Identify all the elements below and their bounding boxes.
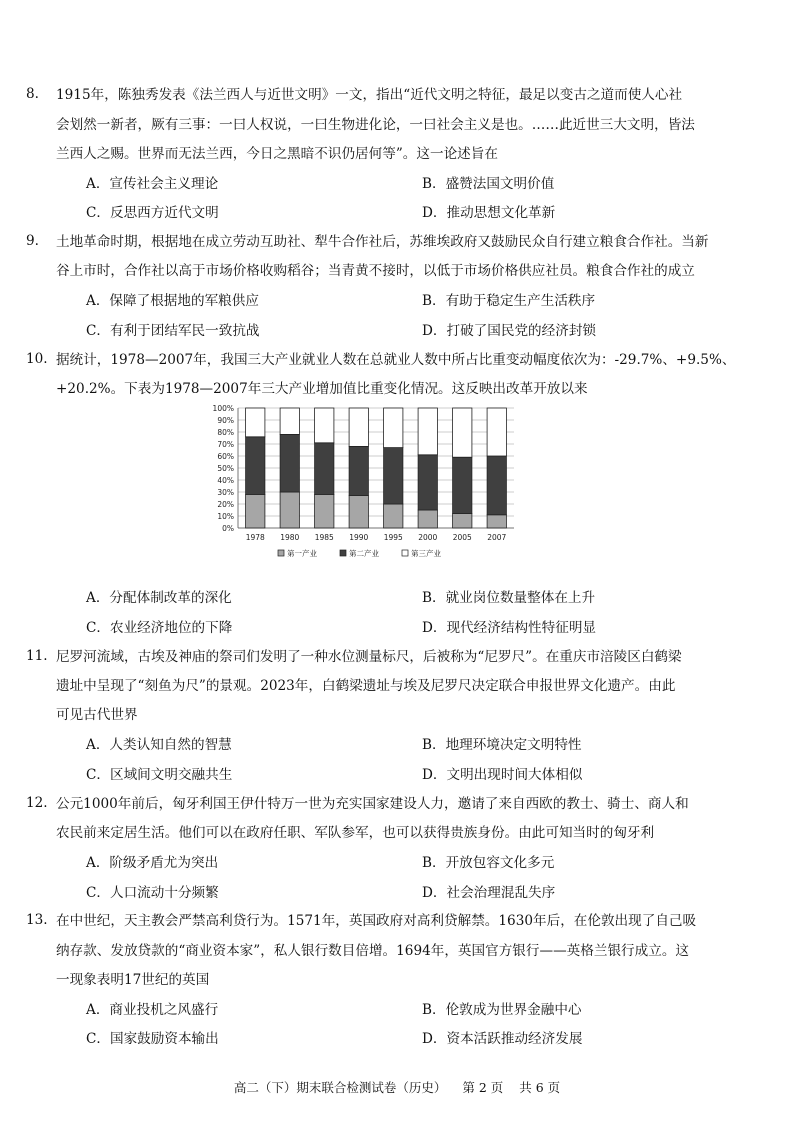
y-tick-label: 0%: [222, 524, 234, 533]
bar-segment: [315, 408, 334, 443]
question-text-line: 1915年，陈独秀发表《法兰西人与近世文明》一文，指出“近代文明之特征，最足以变古之道而使人心社: [56, 87, 683, 103]
x-tick-label: 2005: [452, 533, 472, 542]
option-b: B．伦敦成为世界金融中心: [422, 1002, 582, 1018]
option-d: D．资本活跃推动经济发展: [422, 1031, 583, 1047]
question-number: 12.: [26, 795, 48, 811]
footer-page: 第 2 页: [462, 1080, 504, 1095]
y-tick-label: 100%: [212, 404, 234, 413]
x-tick-label: 1978: [245, 533, 265, 542]
bar-segment: [453, 514, 472, 528]
question-text-line: 在中世纪，天主教会严禁高利贷行为。1571年，英国政府对高利贷解禁。1630年后，在伦敦出现了自己吸: [56, 913, 697, 929]
industry-share-chart: [200, 400, 530, 570]
question-text-line: +20.2%。下表为1978—2007年三大产业增加值比重变化情况。这反映出改革开放以来: [56, 381, 588, 397]
option-a: A．宣传社会主义理论: [86, 176, 219, 192]
bar-segment: [280, 492, 299, 528]
question-text-line: 可见古代世界: [56, 707, 138, 723]
question-text-line: 会划然一新者，厥有三事：一曰人权说，一曰生物进化论，一曰社会主义是也。……此近世三大文明，皆法: [56, 117, 695, 133]
y-tick-label: 20%: [217, 500, 234, 509]
legend-swatch: [402, 550, 408, 556]
footer-title: 高二（下）期末联合检测试卷（历史）: [233, 1080, 447, 1095]
x-tick-label: 2000: [418, 533, 438, 542]
legend-swatch: [340, 550, 346, 556]
legend-label: 第二产业: [349, 549, 379, 558]
x-tick-label: 1990: [349, 533, 369, 542]
x-tick-label: 1995: [383, 533, 403, 542]
page-footer: [0, 1078, 794, 1096]
option-a: A．保障了根据地的军粮供应: [86, 293, 259, 309]
option-d: D．现代经济结构性特征明显: [422, 620, 597, 636]
question-number: 13.: [26, 912, 48, 928]
bar-segment: [246, 494, 265, 528]
footer-total: 共 6 页: [519, 1080, 561, 1095]
bar-segment: [315, 443, 334, 495]
y-tick-label: 40%: [217, 476, 234, 485]
question-text-line: 谷上市时，合作社以高于市场价格收购稻谷；当青黄不接时，以低于市场价格供应社员。粮食合作社的成立: [56, 263, 695, 279]
option-d: D．打破了国民党的经济封锁: [422, 323, 597, 339]
bar-segment: [453, 408, 472, 457]
option-a: A．分配体制改革的深化: [86, 590, 232, 606]
option-d: D．文明出现时间大体相似: [422, 767, 583, 783]
bar-segment: [384, 504, 403, 528]
question-number: 11.: [26, 648, 48, 664]
y-tick-label: 60%: [217, 452, 234, 461]
question-text-line: 土地革命时期，根据地在成立劳动互助社、犁牛合作社后，苏维埃政府又鼓励民众自行建立粮食合作社。当新: [56, 234, 709, 250]
bar-segment: [487, 456, 506, 515]
question-text-line: 公元1000年前后，匈牙利国王伊什特万一世为充实国家建设人力，邀请了来自西欧的教士、骑士、商人和: [56, 796, 689, 812]
bar-segment: [349, 408, 368, 446]
question-number: 9.: [26, 233, 39, 249]
question-text-line: 兰西人之赐。世界而无法兰西，今日之黑暗不识仍居何等”。这一论述旨在: [56, 146, 498, 162]
option-a: A．商业投机之风盛行: [86, 1002, 219, 1018]
option-b: B．开放包容文化多元: [422, 855, 555, 871]
y-tick-label: 90%: [217, 416, 234, 425]
legend-label: 第一产业: [287, 549, 317, 558]
bar-segment: [315, 494, 334, 528]
bar-segment: [280, 408, 299, 434]
bar-segment: [418, 408, 437, 455]
question-text-line: 尼罗河流域，古埃及神庙的祭司们发明了一种水位测量标尺，后被称为“尼罗尺”。在重庆市涪陵区白鹤梁: [56, 649, 682, 665]
y-tick-label: 80%: [217, 428, 234, 437]
x-tick-label: 1980: [280, 533, 300, 542]
bar-segment: [384, 448, 403, 504]
bar-segment: [487, 515, 506, 528]
bar-segment: [418, 510, 437, 528]
question-text-line: 纳存款、发放贷款的“商业资本家”，私人银行数目倍增。1694年，英国官方银行——英格兰银行成立。这: [56, 943, 690, 959]
legend-label: 第三产业: [411, 549, 441, 558]
option-b: B．地理环境决定文明特性: [422, 737, 582, 753]
y-tick-label: 30%: [217, 488, 234, 497]
bar-segment: [246, 408, 265, 437]
bar-segment: [349, 446, 368, 495]
bar-segment: [280, 434, 299, 492]
option-c: C．区域间文明交融共生: [86, 767, 233, 783]
question-text-line: 据统计，1978—2007年，我国三大产业就业人数在总就业人数中所占比重变动幅度依次为：-29.7%、+9.5%、: [56, 352, 736, 368]
x-tick-label: 1985: [314, 533, 334, 542]
question-number: 8.: [26, 86, 39, 102]
y-tick-label: 70%: [217, 440, 234, 449]
bar-segment: [384, 408, 403, 448]
bar-segment: [487, 408, 506, 456]
y-tick-label: 50%: [217, 464, 234, 473]
question-text-line: 一现象表明17世纪的英国: [56, 972, 210, 988]
question-text-line: 遗址中呈现了“刻鱼为尺”的景观。2023年，白鹤梁遗址与埃及尼罗尺决定联合申报世界文化遗产。由此: [56, 678, 676, 694]
bar-segment: [349, 496, 368, 528]
option-c: C．人口流动十分频繁: [86, 885, 219, 901]
question-number: 10.: [26, 351, 48, 367]
option-b: B．有助于稳定生产生活秩序: [422, 293, 596, 309]
bar-segment: [418, 455, 437, 510]
y-tick-label: 10%: [217, 512, 234, 521]
option-d: D．推动思想文化革新: [422, 205, 556, 221]
legend-swatch: [278, 550, 284, 556]
option-a: A．人类认知自然的智慧: [86, 737, 232, 753]
option-c: C．国家鼓励资本输出: [86, 1031, 219, 1047]
bar-segment: [453, 457, 472, 513]
option-d: D．社会治理混乱失序: [422, 885, 556, 901]
bar-segment: [246, 437, 265, 495]
option-c: C．农业经济地位的下降: [86, 620, 233, 636]
option-c: C．反思西方近代文明: [86, 205, 219, 221]
option-b: B．盛赞法国文明价值: [422, 176, 555, 192]
option-c: C．有利于团结军民一致抗战: [86, 323, 260, 339]
option-a: A．阶级矛盾尤为突出: [86, 855, 219, 871]
x-tick-label: 2007: [487, 533, 507, 542]
option-b: B．就业岗位数量整体在上升: [422, 590, 596, 606]
question-text-line: 农民前来定居生活。他们可以在政府任职、军队参军，也可以获得贵族身份。由此可知当时的匈牙利: [56, 825, 655, 841]
